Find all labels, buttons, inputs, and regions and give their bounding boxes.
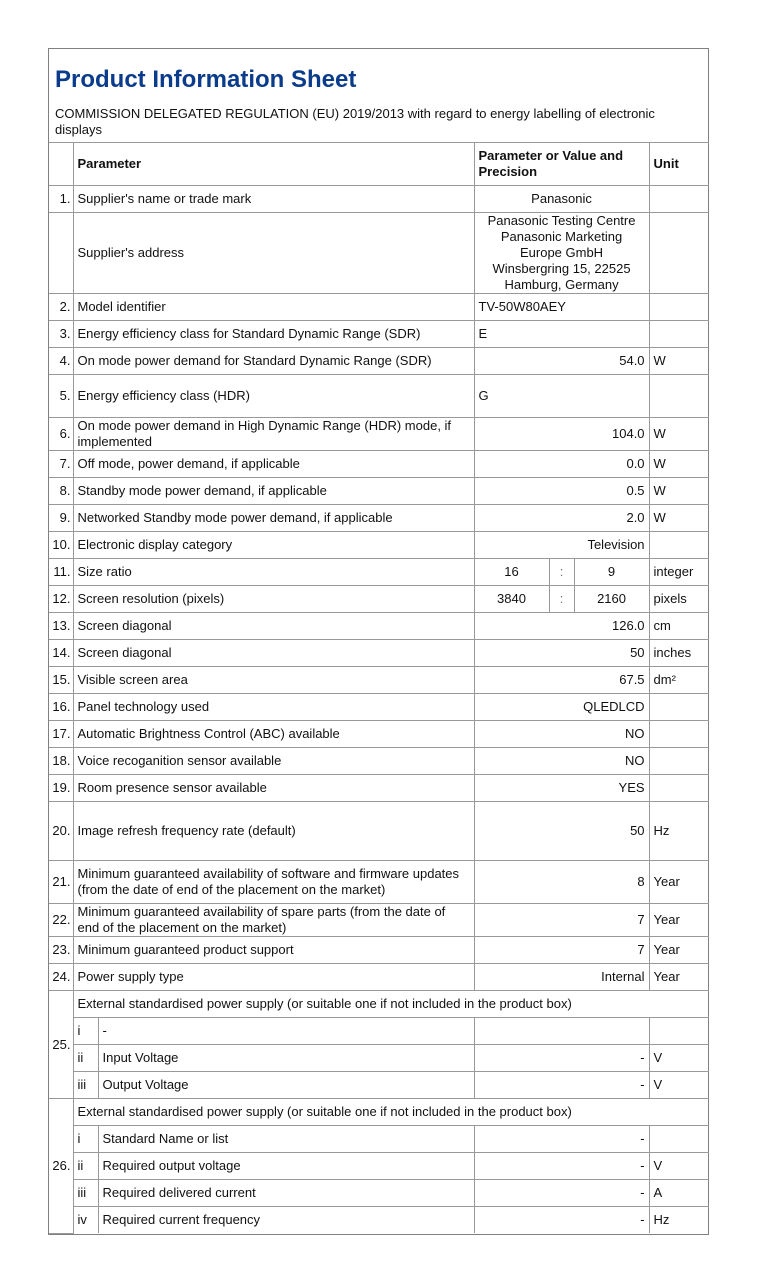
- row-number: 7.: [49, 451, 73, 478]
- table-row: [49, 937, 709, 964]
- sub-item-unit: Hz: [649, 1207, 709, 1234]
- row-number: 20.: [49, 802, 73, 861]
- address-line: Hamburg, Germany: [504, 277, 619, 292]
- value-cell: 104.0: [474, 418, 649, 451]
- sub-item-row: [49, 1072, 709, 1099]
- sub-item-label: Required delivered current: [98, 1180, 474, 1207]
- sub-item-row: [49, 1018, 709, 1045]
- parameter-cell: Minimum guaranteed availability of software and firmware updates (from the date of end of the placement on the market): [73, 861, 474, 904]
- sub-item-label: Required current frequency: [98, 1207, 474, 1234]
- unit-cell: [649, 721, 709, 748]
- parameter-cell: Supplier's name or trade mark: [73, 186, 474, 213]
- unit-cell: [649, 532, 709, 559]
- roman-numeral: iii: [73, 1180, 98, 1207]
- sub-item-value: -: [474, 1153, 649, 1180]
- value-cell: 7: [474, 904, 649, 937]
- row-number: 14.: [49, 640, 73, 667]
- parameter-cell: Visible screen area: [73, 667, 474, 694]
- row-number: 17.: [49, 721, 73, 748]
- row-number: 15.: [49, 667, 73, 694]
- value-cell: QLEDLCD: [474, 694, 649, 721]
- parameter-cell: Image refresh frequency rate (default): [73, 802, 474, 861]
- row-number: 1.: [49, 186, 73, 213]
- sub-item-row: [49, 1126, 709, 1153]
- parameter-cell: Voice recoganition sensor available: [73, 748, 474, 775]
- row-number: 2.: [49, 294, 73, 321]
- parameter-cell: Networked Standby mode power demand, if applicable: [73, 505, 474, 532]
- parameter-cell: Standby mode power demand, if applicable: [73, 478, 474, 505]
- unit-cell: W: [649, 451, 709, 478]
- parameter-cell: Electronic display category: [73, 532, 474, 559]
- table-header-row: [49, 143, 709, 186]
- sub-item-value: -: [474, 1207, 649, 1234]
- unit-cell: [649, 186, 709, 213]
- value-cell: TV-50W80AEY: [474, 294, 649, 321]
- row-number: 13.: [49, 613, 73, 640]
- table-row: [49, 613, 709, 640]
- value-cell: Panasonic: [474, 186, 649, 213]
- table-row: [49, 213, 709, 294]
- section-number: 25.: [49, 991, 73, 1099]
- unit-cell: pixels: [649, 586, 709, 613]
- value-cell: NO: [474, 748, 649, 775]
- row-number: 5.: [49, 375, 73, 418]
- unit-cell: Year: [649, 904, 709, 937]
- address-line: Winsbergring 15, 22525: [492, 261, 631, 276]
- row-number: 19.: [49, 775, 73, 802]
- sub-item-label: Standard Name or list: [98, 1126, 474, 1153]
- table-row: [49, 775, 709, 802]
- parameter-cell: Room presence sensor available: [73, 775, 474, 802]
- table-row: [49, 532, 709, 559]
- address-line: Panasonic Testing Centre: [487, 213, 636, 228]
- unit-cell: W: [649, 505, 709, 532]
- value-part-b: 9: [574, 559, 649, 586]
- unit-cell: integer: [649, 559, 709, 586]
- parameter-cell: Supplier's address: [73, 213, 474, 294]
- value-part-a: 3840: [474, 586, 549, 613]
- table-row: [49, 748, 709, 775]
- table-row: [49, 667, 709, 694]
- unit-cell: dm²: [649, 667, 709, 694]
- parameter-cell: Model identifier: [73, 294, 474, 321]
- unit-cell: [649, 748, 709, 775]
- row-number: 21.: [49, 861, 73, 904]
- sub-item-unit: V: [649, 1153, 709, 1180]
- sub-item-value: -: [474, 1180, 649, 1207]
- table-row: [49, 186, 709, 213]
- sub-item-label: Input Voltage: [98, 1045, 474, 1072]
- sub-item-unit: V: [649, 1045, 709, 1072]
- value-cell: E: [474, 321, 649, 348]
- value-part-b: 2160: [574, 586, 649, 613]
- value-cell: NO: [474, 721, 649, 748]
- unit-cell: [649, 321, 709, 348]
- row-number: 18.: [49, 748, 73, 775]
- row-number: 12.: [49, 586, 73, 613]
- table-row: [49, 418, 709, 451]
- value-cell: Television: [474, 532, 649, 559]
- value-cell: 2.0: [474, 505, 649, 532]
- unit-header: Unit: [649, 143, 709, 186]
- row-number: 22.: [49, 904, 73, 937]
- sub-item-row: [49, 1207, 709, 1234]
- parameter-table: [49, 142, 709, 1234]
- value-cell: 50: [474, 640, 649, 667]
- table-row: [49, 802, 709, 861]
- row-number: 3.: [49, 321, 73, 348]
- row-number: 24.: [49, 964, 73, 991]
- value-part-a: 16: [474, 559, 549, 586]
- table-row: [49, 321, 709, 348]
- row-number: 23.: [49, 937, 73, 964]
- unit-cell: W: [649, 478, 709, 505]
- value-cell: 54.0: [474, 348, 649, 375]
- num-header: [49, 143, 73, 186]
- parameter-cell: Off mode, power demand, if applicable: [73, 451, 474, 478]
- roman-numeral: i: [73, 1018, 98, 1045]
- row-number: 8.: [49, 478, 73, 505]
- address-line: Europe GmbH: [519, 245, 604, 260]
- roman-numeral: ii: [73, 1045, 98, 1072]
- unit-cell: Year: [649, 861, 709, 904]
- value-cell: 0.0: [474, 451, 649, 478]
- table-row: [49, 904, 709, 937]
- value-cell: YES: [474, 775, 649, 802]
- value-cell: 8: [474, 861, 649, 904]
- value-cell: 126.0: [474, 613, 649, 640]
- sub-item-label: Required output voltage: [98, 1153, 474, 1180]
- section-heading: External standardised power supply (or suitable one if not included in the product box): [73, 1099, 709, 1126]
- sub-item-value: -: [474, 1072, 649, 1099]
- sub-item-row: [49, 1180, 709, 1207]
- sub-item-unit: A: [649, 1180, 709, 1207]
- value-cell: 7: [474, 937, 649, 964]
- parameter-cell: On mode power demand in High Dynamic Range (HDR) mode, if implemented: [73, 418, 474, 451]
- sub-item-unit: V: [649, 1072, 709, 1099]
- row-number: 11.: [49, 559, 73, 586]
- unit-cell: W: [649, 418, 709, 451]
- section-number: 26.: [49, 1099, 73, 1234]
- unit-cell: [649, 775, 709, 802]
- unit-cell: Year: [649, 964, 709, 991]
- value-cell: G: [474, 375, 649, 418]
- parameter-cell: Power supply type: [73, 964, 474, 991]
- unit-cell: Year: [649, 937, 709, 964]
- table-row: [49, 861, 709, 904]
- unit-cell: [649, 213, 709, 294]
- table-row: [49, 640, 709, 667]
- table-row: [49, 478, 709, 505]
- roman-numeral: iii: [73, 1072, 98, 1099]
- parameter-cell: Energy efficiency class for Standard Dynamic Range (SDR): [73, 321, 474, 348]
- roman-numeral: ii: [73, 1153, 98, 1180]
- parameter-cell: Screen diagonal: [73, 640, 474, 667]
- table-row: [49, 694, 709, 721]
- value-cell: 67.5: [474, 667, 649, 694]
- table-row: [49, 559, 709, 586]
- sub-item-value: -: [474, 1045, 649, 1072]
- sub-item-value: [474, 1018, 649, 1045]
- table-row: [49, 721, 709, 748]
- parameter-cell: Size ratio: [73, 559, 474, 586]
- sub-item-row: [49, 1045, 709, 1072]
- parameter-cell: Screen resolution (pixels): [73, 586, 474, 613]
- parameter-cell: On mode power demand for Standard Dynamic Range (SDR): [73, 348, 474, 375]
- parameter-cell: Energy efficiency class (HDR): [73, 375, 474, 418]
- unit-cell: cm: [649, 613, 709, 640]
- table-row: [49, 375, 709, 418]
- regulation-subtitle: COMMISSION DELEGATED REGULATION (EU) 2019/2013 with regard to energy labelling of electronic displays: [55, 106, 655, 137]
- table-row: [49, 348, 709, 375]
- table-row: [49, 451, 709, 478]
- value-cell: 0.5: [474, 478, 649, 505]
- sub-item-row: [49, 1153, 709, 1180]
- section-heading-row: [49, 1099, 709, 1126]
- parameter-cell: Screen diagonal: [73, 613, 474, 640]
- section-heading-row: [49, 991, 709, 1018]
- parameter-cell: Minimum guaranteed product support: [73, 937, 474, 964]
- product-information-sheet: [48, 48, 709, 1235]
- unit-cell: [649, 375, 709, 418]
- parameter-cell: Automatic Brightness Control (ABC) available: [73, 721, 474, 748]
- row-number: 9.: [49, 505, 73, 532]
- sub-item-value: -: [474, 1126, 649, 1153]
- table-row: [49, 294, 709, 321]
- sub-item-unit: [649, 1126, 709, 1153]
- table-row: [49, 586, 709, 613]
- table-row: [49, 964, 709, 991]
- roman-numeral: iv: [73, 1207, 98, 1234]
- unit-cell: W: [649, 348, 709, 375]
- sub-item-label: -: [98, 1018, 474, 1045]
- section-heading: External standardised power supply (or suitable one if not included in the product box): [73, 991, 709, 1018]
- ratio-separator: :: [549, 586, 574, 613]
- sheet-header: [49, 66, 708, 138]
- row-number: 16.: [49, 694, 73, 721]
- address-line: Panasonic Marketing: [500, 229, 623, 244]
- unit-cell: inches: [649, 640, 709, 667]
- unit-cell: [649, 694, 709, 721]
- roman-numeral: i: [73, 1126, 98, 1153]
- value-cell: Internal: [474, 964, 649, 991]
- value-cell: 50: [474, 802, 649, 861]
- parameter-cell: Panel technology used: [73, 694, 474, 721]
- table-row: [49, 505, 709, 532]
- page-title: Product Information Sheet: [55, 66, 357, 93]
- sub-item-unit: [649, 1018, 709, 1045]
- unit-cell: Hz: [649, 802, 709, 861]
- supplier-address-value: [474, 213, 649, 294]
- row-number: 6.: [49, 418, 73, 451]
- row-number: 4.: [49, 348, 73, 375]
- ratio-separator: :: [549, 559, 574, 586]
- row-number: 10.: [49, 532, 73, 559]
- parameter-cell: Minimum guaranteed availability of spare parts (from the date of end of the placement on the market): [73, 904, 474, 937]
- unit-cell: [649, 294, 709, 321]
- row-number: [49, 213, 73, 294]
- sub-item-label: Output Voltage: [98, 1072, 474, 1099]
- parameter-header: Parameter: [73, 143, 474, 186]
- value-header: Parameter or Value and Precision: [474, 143, 649, 186]
